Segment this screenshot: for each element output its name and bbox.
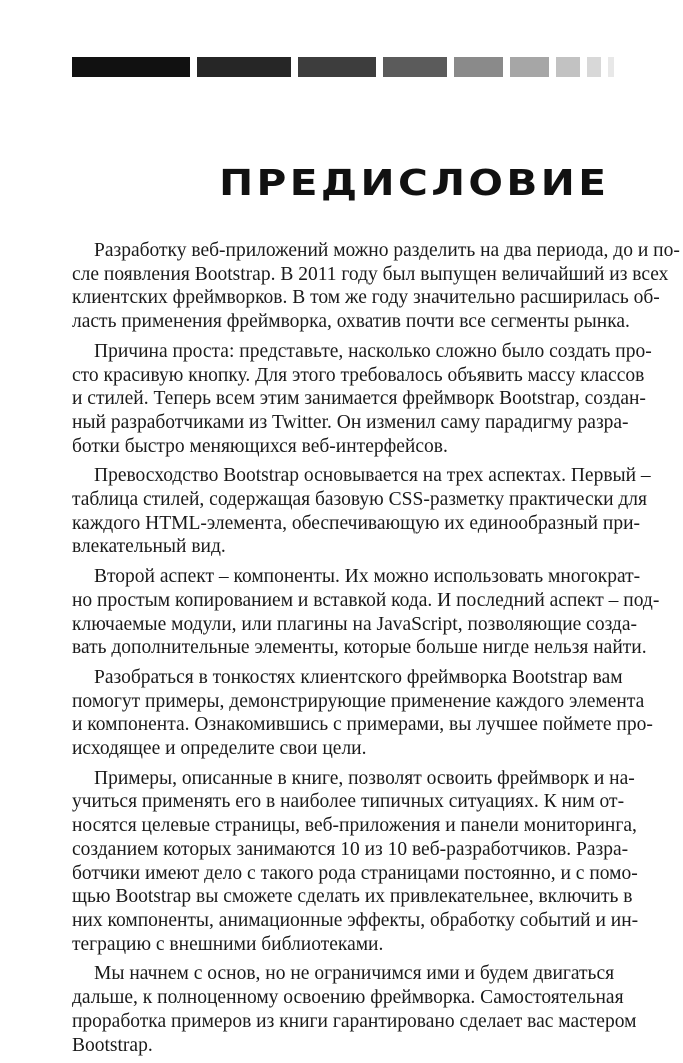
text-line: сле появления Bootstrap. В 2011 году был выпущен величайший из всех xyxy=(72,263,669,285)
gradient-bar xyxy=(510,57,549,77)
text-line: таблица стилей, содержащая базовую CSS-разметку практически для xyxy=(72,489,648,511)
text-line: Разработку веб-приложений можно разделить на два периода, до и по- xyxy=(94,240,680,261)
text-line: Примеры, описанные в книге, позволят освоить фреймворк и на- xyxy=(94,767,635,789)
text-line: созданием которых занимаются 10 из 10 веб-разработчиков. Разра- xyxy=(72,838,629,860)
gradient-bar xyxy=(383,57,447,77)
gradient-bar xyxy=(587,57,601,77)
gradient-bar xyxy=(298,57,376,77)
text-line: сто красивую кнопку. Для этого требовалось объявить массу классов xyxy=(72,364,645,386)
text-line: ботки быстро меняющихся веб-интерфейсов. xyxy=(72,435,448,457)
text-line: исходящее и определите свои цели. xyxy=(72,738,367,760)
text-line: ботчики имеют дело с такого рода страницами постоянно, и с помо- xyxy=(72,862,638,884)
gradient-bar xyxy=(556,57,580,77)
text-line: Мы начнем с основ, но не ограничимся ими и будем двигаться xyxy=(94,963,615,985)
text-line: каждого HTML-элемента, обеспечивающую их единообразный при- xyxy=(72,512,641,534)
paragraph xyxy=(72,464,651,559)
text-line: теграцию с внешними библиотеками. xyxy=(72,933,384,955)
paragraph xyxy=(72,565,660,660)
text-line: Разобраться в тонкостях клиентского фреймворка Bootstrap вам xyxy=(94,666,623,688)
gradient-bar xyxy=(608,57,614,77)
text-line: Превосходство Bootstrap основывается на трех аспектах. Первый – xyxy=(94,465,651,487)
paragraph xyxy=(72,239,680,334)
text-line: Причина проста: представьте, насколько сложно было создать про- xyxy=(94,340,652,362)
text-line: но простым копированием и вставкой кода. И последний аспект – под- xyxy=(72,589,660,611)
text-line: дальше, к полноценному освоению фреймворка. Самостоятельная xyxy=(72,987,624,1009)
text-line: помогут примеры, демонстрирующие применение каждого элемента xyxy=(72,690,645,712)
paragraph xyxy=(72,666,653,761)
text-line: и компонента. Ознакомившись с примерами, вы лучшее поймете про- xyxy=(72,714,653,736)
text-line: щью Bootstrap вы сможете сделать их привлекательнее, включить в xyxy=(72,886,633,908)
paragraph xyxy=(72,962,637,1057)
paragraph xyxy=(72,767,639,957)
text-line: и стилей. Теперь всем этим занимается фреймворк Bootstrap, создан- xyxy=(72,388,646,410)
chapter-title: ПРЕДИСЛОВИЕ xyxy=(218,163,609,204)
text-line: ключаемые модули, или плагины на JavaScript, позволяющие созда- xyxy=(72,613,637,635)
decorative-gradient-bars xyxy=(72,57,612,77)
gradient-bar xyxy=(197,57,291,77)
text-line: Bootstrap. xyxy=(72,1034,153,1056)
preface-body xyxy=(72,239,680,1063)
text-line: носятся целевые страницы, веб-приложения и панели мониторинга, xyxy=(72,815,637,837)
text-line: клиентских фреймворков. В том же году значительно расширилась об- xyxy=(72,287,660,309)
gradient-bar xyxy=(454,57,503,77)
text-line: проработка примеров из книги гарантировано сделает вас мастером xyxy=(72,1010,637,1032)
text-line: ласть применения фреймворка, охватив почти все сегменты рынка. xyxy=(72,311,630,333)
text-line: ный разработчиками из Twitter. Он изменил саму парадигму разра- xyxy=(72,411,629,433)
paragraph xyxy=(72,340,652,459)
text-line: них компоненты, анимационные эффекты, обработку событий и ин- xyxy=(72,909,639,931)
text-line: вать дополнительные элементы, которые больше нигде нельзя найти. xyxy=(72,637,647,659)
text-line: влекательный вид. xyxy=(72,536,226,558)
text-line: Второй аспект – компоненты. Их можно использовать многократ- xyxy=(94,566,641,588)
text-line: учиться применять его в наиболее типичных ситуациях. К ним от- xyxy=(72,791,625,813)
gradient-bar xyxy=(72,57,190,77)
